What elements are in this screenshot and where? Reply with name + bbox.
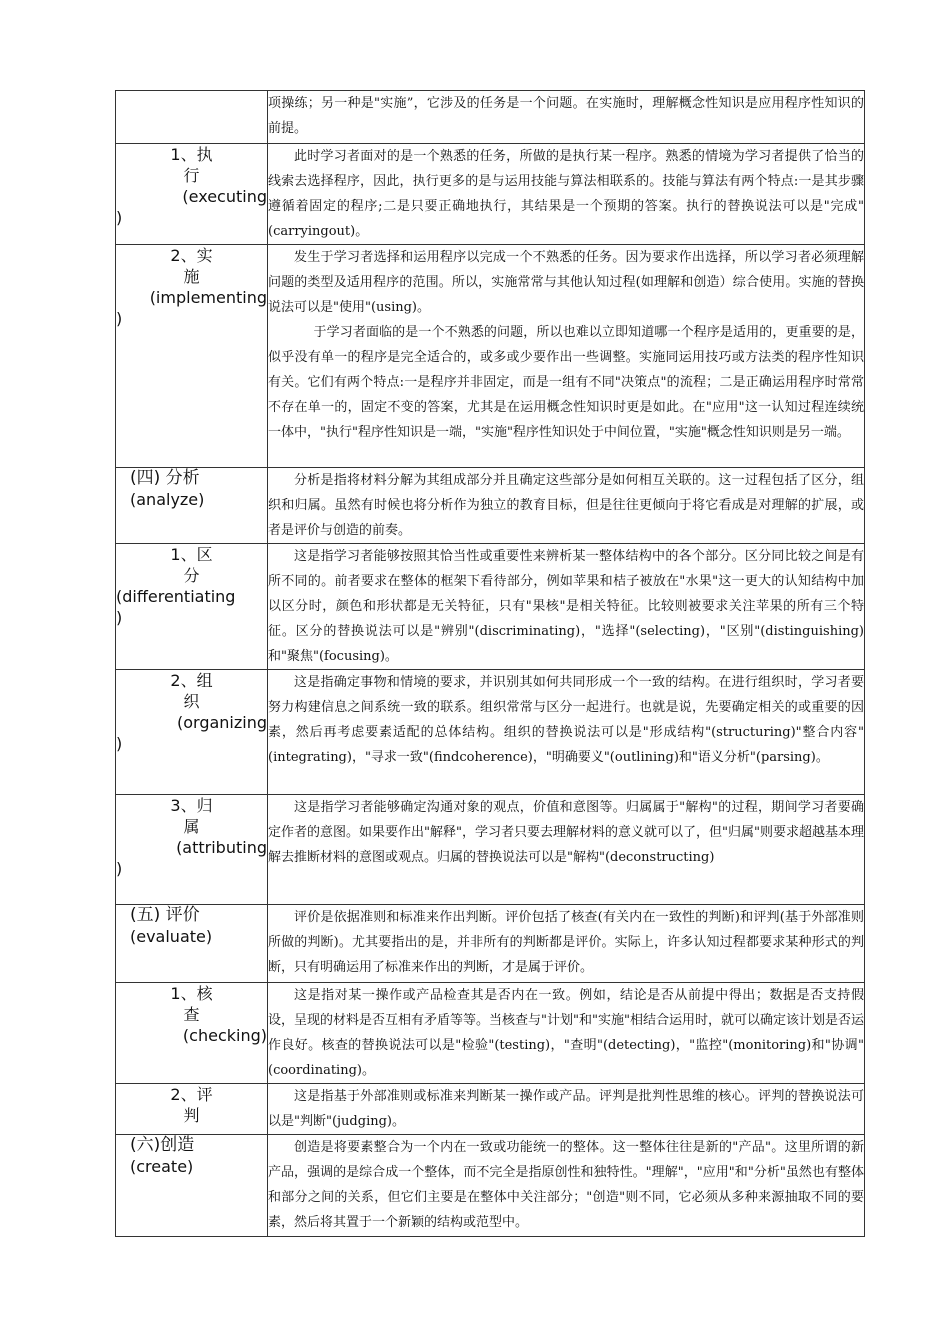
description-cell [268, 905, 865, 983]
term-number: 3、归 [170, 796, 213, 815]
section-title: (四) 分析 [130, 468, 200, 488]
paragraph: 这是指学习者能够确定沟通对象的观点，价值和意图等。归属属于"解构"的过程，期间学习者要确定作者的意图。如果要作出"解释"，学习者只要去理解材料的意义就可以了，但"归属"则要求超越基本理解去推断材料的意图或观点。归属的替换说法可以是"解构"(deconstructing) [268, 800, 864, 865]
term-cell [116, 1084, 268, 1135]
term-char: 分 [183, 566, 200, 585]
paragraph: 这是指基于外部准则或标准来判断某一操作或产品。评判是批判性思维的核心。评判的替换说法可以是"判断"(judging)。 [268, 1089, 864, 1129]
description-cell [268, 144, 865, 245]
term-paren: ) [116, 208, 123, 227]
term-char: 查 [183, 1005, 200, 1024]
term-paren: ) [116, 859, 123, 878]
table-row [116, 468, 865, 544]
paragraph: 这是指对某一操作或产品检查其是否内在一致。例如，结论是否从前提中得出；数据是否支持假设，呈现的材料是否互相有矛盾等等。当核查与"计划"和"实施"相结合运用时，就可以确定该计划是否运作良好。核查的替换说法可以是"检验"(testing)，"查明"(detecting)，"监控"(monitoring)和"协调"(coordinating)。 [268, 988, 864, 1078]
term-number: 2、实 [170, 246, 213, 265]
term-english: (executing [182, 187, 267, 206]
term-english: (differentiating [116, 587, 236, 606]
term-cell [116, 983, 268, 1084]
paragraph: 评价是依据准则和标准来作出判断。评价包括了核查(有关内在一致性的判断)和评判(基于外部准则所做的判断)。尤其要指出的是，并非所有的判断都是评价。实际上，许多认知过程都要求某种形式的判断，只有明确运用了标准来作出的判断，才是属于评价。 [268, 910, 864, 975]
description-cell [268, 544, 865, 670]
table-row [116, 795, 865, 905]
paragraph: 这是指学习者能够按照其恰当性或重要性来辨析某一整体结构中的各个部分。区分同比较之间是有所不同的。前者要求在整体的框架下看待部分，例如苹果和桔子被放在"水果"这一更大的认知结构中加以区分时，颜色和形状都是无关特征，只有"果核"是相关特征。比较则被要求关注苹果的所有三个特征。区分的替换说法可以是"辨别"(discriminating)，"选择"(selecting)，"区别"(distinguishing)和"聚焦"(focusing)。 [268, 549, 864, 664]
paragraph: 发生于学习者选择和运用程序以完成一个不熟悉的任务。因为要求作出选择，所以学习者必须理解问题的类型及适用程序的范围。所以，实施常常与其他认知过程(如理解和创造）综合使用。实施的替换说法可以是"使用"(using)。 [268, 250, 864, 315]
term-char: 行 [183, 166, 200, 185]
description-cell [268, 983, 865, 1084]
description-cell [268, 1084, 865, 1135]
term-cell [116, 468, 268, 544]
section-title: (六)创造 [130, 1135, 195, 1155]
table-row [116, 670, 865, 795]
term-number: 1、区 [170, 545, 213, 564]
table-row [116, 245, 865, 468]
table-row [116, 905, 865, 983]
description-cell [268, 468, 865, 544]
table-row [116, 1084, 865, 1135]
term-english: (create) [130, 1157, 194, 1176]
term-english: (evaluate) [130, 927, 213, 946]
paragraph: 分析是指将材料分解为其组成部分并且确定这些部分是如何相互关联的。这一过程包括了区分，组织和归属。虽然有时候也将分析作为独立的教育目标，但是往往更倾向于将它看成是对理解的扩展，或者是评价与创造的前奏。 [268, 473, 864, 538]
table-row [116, 144, 865, 245]
table-row [116, 544, 865, 670]
table-row [116, 91, 865, 144]
paragraph: 这是指确定事物和情境的要求，并识别其如何共同形成一个一致的结构。在进行组织时，学习者要努力构建信息之间系统一致的联系。组织常常与区分一起进行。也就是说，先要确定相关的或重要的因素，然后再考虑要素适配的总体结构。组织的替换说法可以是"形成结构"(structuring)"整合内容"(integrating)，"寻求一致"(findcoherence)，"明确要义"(outlining)和"语义分析"(parsing)。 [268, 675, 864, 765]
description-cell [268, 91, 865, 144]
term-char: 织 [183, 692, 200, 711]
term-char: 施 [183, 267, 200, 286]
term-english: (attributing [176, 838, 267, 857]
description-cell [268, 1135, 865, 1237]
term-cell [116, 1135, 268, 1237]
term-number: 2、评 [170, 1085, 213, 1104]
description-cell [268, 670, 865, 795]
term-paren: ) [116, 608, 123, 627]
paragraph: 创造是将要素整合为一个内在一致或功能统一的整体。这一整体往往是新的"产品"。这里所谓的新产品，强调的是综合成一个整体，而不完全是指原创性和独特性。"理解"，"应用"和"分析"虽然也有整体和部分之间的关系，但它们主要是在整体中关注部分；"创造"则不同，它必须从多种来源抽取不同的要素，然后将其置于一个新颖的结构或范型中。 [268, 1140, 864, 1230]
term-english: (organizing [176, 713, 267, 732]
description-cell [268, 795, 865, 905]
term-cell [116, 91, 268, 144]
content-table [115, 90, 865, 1237]
term-char: 判 [183, 1106, 200, 1125]
table-row [116, 1135, 865, 1237]
term-cell [116, 245, 268, 468]
paragraph: 此时学习者面对的是一个熟悉的任务，所做的是执行某一程序。熟悉的情境为学习者提供了恰当的线索去选择程序，因此，执行更多的是与运用技能与算法相联系的。技能与算法有两个特点:一是其步骤遵循着固定的程序;二是只要正确地执行，其结果是一个预期的答案。执行的替换说法可以是"完成"(carryingout)。 [268, 149, 864, 239]
term-paren: ) [116, 309, 123, 328]
term-english: (checking) [182, 1026, 267, 1045]
term-number: 1、执 [170, 145, 213, 164]
term-char: 属 [183, 817, 200, 836]
term-number: 2、组 [170, 671, 213, 690]
paragraph: 项操练；另一种是"实施”，它涉及的任务是一个问题。在实施时，理解概念性知识是应用程序性知识的前提。 [268, 96, 864, 136]
term-cell [116, 905, 268, 983]
description-cell [268, 245, 865, 468]
term-cell [116, 144, 268, 245]
paragraph: 于学习者面临的是一个不熟悉的问题，所以也难以立即知道哪一个程序是适用的，更重要的是，似乎没有单一的程序是完全适合的，或多或少要作出一些调整。实施同运用技巧或方法类的程序性知识有关。它们有两个特点:一是程序并非固定，而是一组有不同"决策点"的流程；二是正确运用程序时常常不存在单一的，固定不变的答案，尤其是在运用概念性知识时更是如此。在"应用"这一认知过程连续统一体中，"执行"程序性知识是一端，"实施"程序性知识处于中间位置，"实施"概念性知识则是另一端。 [268, 325, 864, 440]
term-number: 1、核 [170, 984, 213, 1003]
term-cell [116, 544, 268, 670]
term-cell [116, 670, 268, 795]
term-paren: ) [116, 734, 123, 753]
term-english: (analyze) [130, 490, 205, 509]
term-english: (implementing [149, 288, 267, 307]
section-title: (五) 评价 [130, 905, 200, 925]
term-cell [116, 795, 268, 905]
table-row [116, 983, 865, 1084]
